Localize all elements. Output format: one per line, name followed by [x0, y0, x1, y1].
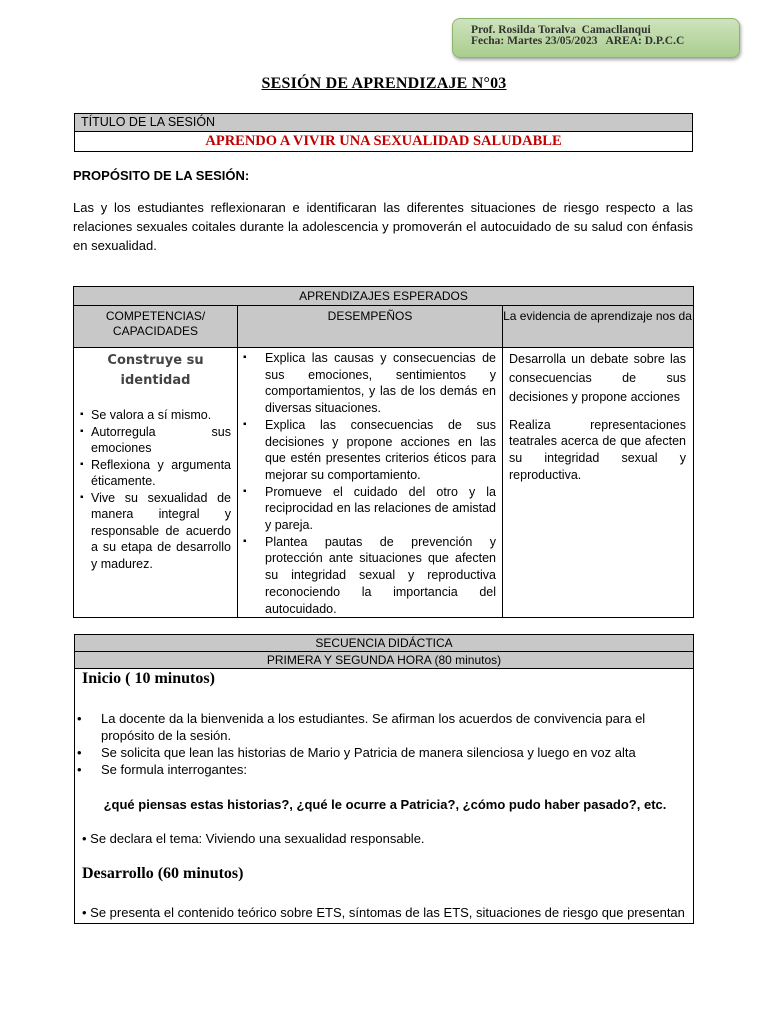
- list-item: • La docente da la bienvenida a los estudiantes. Se afirman los acuerdos de convivencia para el propósito de la sesión.: [75, 710, 685, 744]
- session-title: SESIÓN DE APRENDIZAJE N°03: [261, 75, 507, 92]
- evidence-item: Desarrolla un debate sobre las consecuencias de sus decisiones y propone acciones: [509, 352, 686, 405]
- competence-name: Construye su identidad: [107, 353, 204, 388]
- theme-line: • Se declara el tema: Viviendo una sexualidad responsable.: [82, 831, 425, 846]
- learning-table: [73, 286, 694, 618]
- guiding-questions: ¿qué piensas estas historias?, ¿qué le ocurre a Patricia?, ¿cómo pudo haber pasado?, etc.: [103, 797, 667, 812]
- evidence-item: Realiza representaciones teatrales acerca de que afecten su integridad sexual y reproductiva.: [509, 417, 686, 482]
- learning-table-title: APRENDIZAJES ESPERADOS: [74, 287, 693, 306]
- header-competencies: COMPETENCIAS/ CAPACIDADES: [74, 306, 238, 347]
- evidence-cell: [503, 348, 692, 617]
- list-item: ▪ Plantea pautas de prevención y protección ante situaciones que afecten su integridad sexual y reproductiva reconociendo la importancia del autocuidado.: [242, 534, 496, 618]
- list-item: ▪ Vive su sexualidad de manera integral y responsable de acuerdo a su etapa de desarrollo y madurez.: [80, 490, 231, 573]
- list-item: ▪ Se valora a sí mismo.: [80, 407, 231, 424]
- list-item: • Se formula interrogantes:: [75, 761, 685, 778]
- performances-cell: [238, 348, 503, 617]
- start-heading: Inicio ( 10 minutos): [82, 670, 215, 687]
- list-item: ▪ Explica las causas y consecuencias de sus emociones, sentimientos y comportamientos, y las de los demás en diversas situaciones.: [242, 350, 496, 417]
- development-heading: Desarrollo (60 minutos): [82, 865, 244, 882]
- sequence-title: SECUENCIA DIDÁCTICA: [75, 635, 693, 652]
- header-evidence: La evidencia de aprendizaje nos da: [503, 309, 692, 323]
- list-item: ▪ Reflexiona y argumenta éticamente.: [80, 457, 231, 490]
- title-table: [74, 113, 693, 152]
- teacher-info-box: [452, 18, 740, 58]
- header-performances: DESEMPEÑOS: [238, 306, 503, 347]
- list-item: ▪ Explica las consecuencias de sus decisiones y propone acciones en las que estén presentes criterios éticos para mejorar su comportamiento.: [242, 417, 496, 484]
- learning-table-headers: [74, 306, 693, 348]
- date-area: Fecha: Martes 23/05/2023 AREA: D.P.C.C: [471, 35, 685, 47]
- performances-list: [238, 348, 502, 617]
- sequence-table: [74, 634, 694, 924]
- title-table-label: TÍTULO DE LA SESIÓN: [75, 114, 692, 132]
- learning-table-body: [74, 348, 693, 617]
- list-item: • Se solicita que lean las historias de Mario y Patricia de manera silenciosa y luego en voz alta: [75, 744, 685, 761]
- list-item: ▪ Promueve el cuidado del otro y la reciprocidad en las relaciones de amistad y pareja.: [242, 484, 496, 534]
- sequence-subtitle: PRIMERA Y SEGUNDA HORA (80 minutos): [75, 652, 693, 669]
- start-list: [75, 710, 685, 778]
- session-topic: APRENDO A VIVIR UNA SEXUALIDAD SALUDABLE: [205, 133, 562, 149]
- competencies-cell: [74, 348, 238, 617]
- teacher-name: Prof. Rosilda Toralva Camacllanqui: [471, 24, 651, 36]
- capacities-list: [74, 407, 237, 572]
- development-line: • Se presenta el contenido teórico sobre ETS, síntomas de las ETS, situaciones de riesgo que presentan: [82, 905, 685, 920]
- purpose-label: PROPÓSITO DE LA SESIÓN:: [73, 168, 250, 183]
- purpose-text: Las y los estudiantes reflexionaran e identificaran las diferentes situaciones de riesgo respecto a las relaciones sexuales coitales durante la adolescencia y promoverán el autocuidado de su salud con énfasis en sexualidad.: [73, 200, 693, 253]
- list-item: ▪ Autorregula sus emociones: [80, 424, 231, 457]
